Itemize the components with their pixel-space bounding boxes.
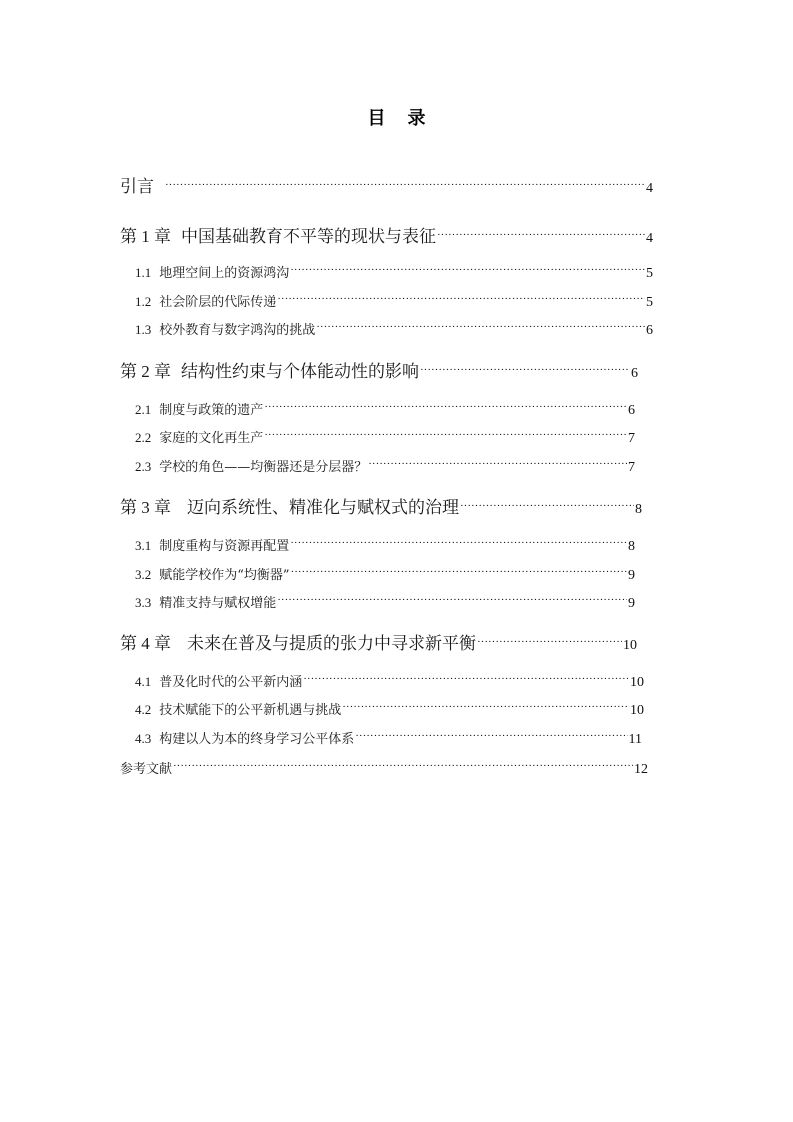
toc-entry-introduction[interactable] [120,172,653,197]
toc-entry-chapter-1[interactable] [120,222,653,247]
toc-entry-page: 9 [628,568,635,583]
toc-entry-section-4-3[interactable] [135,728,642,748]
toc-entry-page: 8 [628,539,635,554]
toc-entry-section-1-2[interactable] [135,291,653,311]
toc-entry-section-2-3[interactable] [135,456,635,476]
toc-entry-chapter-2[interactable] [120,357,638,382]
toc-entry-number: 第 1 章 [120,227,171,246]
toc-entry-label: 结构性约束与个体能动性的影响 [181,362,419,382]
toc-entry-number: 3.2 [135,567,152,582]
toc-entry-page: 10 [630,703,644,718]
toc-entry-label: 精准支持与赋权增能 [159,596,277,611]
toc-entry-label: 引言 [120,177,154,197]
toc-entry-number: 第 4 章 [120,634,171,653]
dot-leader [420,360,630,377]
toc-entry-page: 5 [646,295,653,310]
toc-entry-label: 普及化时代的公平新内涵 [159,675,303,690]
dot-leader [290,264,645,277]
dot-leader [264,429,627,442]
dot-leader [437,225,645,242]
dot-leader [342,701,629,714]
toc-entry-number: 第 3 章 [120,498,171,517]
toc-entry-number: 4.3 [135,731,152,746]
toc-entry-number: 第 2 章 [120,362,171,381]
toc-entry-label: 技术赋能下的公平新机遇与挑战 [159,703,342,718]
toc-entry-chapter-4[interactable] [120,629,637,654]
toc-entry-page: 7 [628,460,635,475]
toc-entry-page: 4 [646,231,653,246]
toc-entry-number: 2.3 [135,459,152,474]
toc-entry-page: 10 [630,675,644,690]
toc-entry-page: 6 [631,366,638,381]
toc-entry-page: 7 [628,431,635,446]
toc-entry-page: 5 [646,266,653,281]
toc-entry-section-2-1[interactable] [135,399,635,419]
toc-entry-page: 6 [628,403,635,418]
toc-entry-number: 2.2 [135,430,152,445]
toc-entry-number: 1.1 [135,265,152,280]
dot-leader [291,566,627,579]
dot-leader [277,293,645,306]
toc-entry-label: 迈向系统性、精准化与赋权式的治理 [187,498,459,518]
toc-entry-page: 6 [646,323,653,338]
dot-leader [173,760,633,773]
toc-entry-page: 9 [628,596,635,611]
page-title: 目录 [367,108,448,129]
toc-entry-section-4-1[interactable] [135,671,644,691]
toc-entry-label: 制度重构与资源再配置 [159,539,290,554]
toc-entry-references[interactable] [120,758,648,778]
toc-entry-label: 中国基础教育不平等的现状与表征 [181,227,436,247]
toc-entry-section-4-2[interactable] [135,699,644,719]
dot-leader [355,730,627,743]
toc-entry-label: 未来在普及与提质的张力中寻求新平衡 [187,634,476,654]
toc-entry-number: 2.1 [135,402,152,417]
dot-leader [264,401,627,414]
dot-leader [165,175,645,192]
toc-entry-section-2-2[interactable] [135,427,635,447]
dot-leader [290,537,627,550]
toc-entry-section-3-2[interactable] [135,564,635,584]
toc-entry-page: 8 [635,502,642,517]
toc-entry-section-3-1[interactable] [135,535,635,555]
toc-entry-number: 4.2 [135,702,152,717]
toc-entry-number: 3.3 [135,595,152,610]
toc-entry-page: 10 [623,638,637,653]
toc-entry-page: 11 [628,732,642,747]
toc-entry-label: 学校的角色——均衡器还是分层器？ [159,460,368,475]
toc-entry-label: 校外教育与数字鸿沟的挑战 [159,323,316,338]
dot-leader [277,594,627,607]
dot-leader [303,673,629,686]
toc-entry-number: 4.1 [135,674,152,689]
toc-entry-label: 制度与政策的遗产 [159,403,264,418]
toc-entry-label: 地理空间上的资源鸿沟 [159,266,290,281]
toc-entry-number: 1.3 [135,322,152,337]
toc-entry-label: 参考文献 [120,762,173,777]
toc-entry-page: 4 [646,181,653,196]
dot-leader [316,321,645,334]
dot-leader [460,496,634,513]
toc-entry-section-3-3[interactable] [135,592,635,612]
toc-entry-section-1-1[interactable] [135,262,653,282]
toc-entry-page: 12 [634,762,648,777]
dot-leader [477,632,622,649]
toc-entry-label: 构建以人为本的终身学习公平体系 [159,732,355,747]
toc-entry-label: 家庭的文化再生产 [159,431,264,446]
toc-entry-section-1-3[interactable] [135,319,653,339]
toc-entry-number: 3.1 [135,538,152,553]
dot-leader [368,458,627,471]
toc-entry-label: 社会阶层的代际传递 [159,295,277,310]
toc-entry-number: 1.2 [135,294,152,309]
toc-entry-label: 赋能学校作为“均衡器” [159,568,290,583]
toc-entry-chapter-3[interactable] [120,493,642,518]
